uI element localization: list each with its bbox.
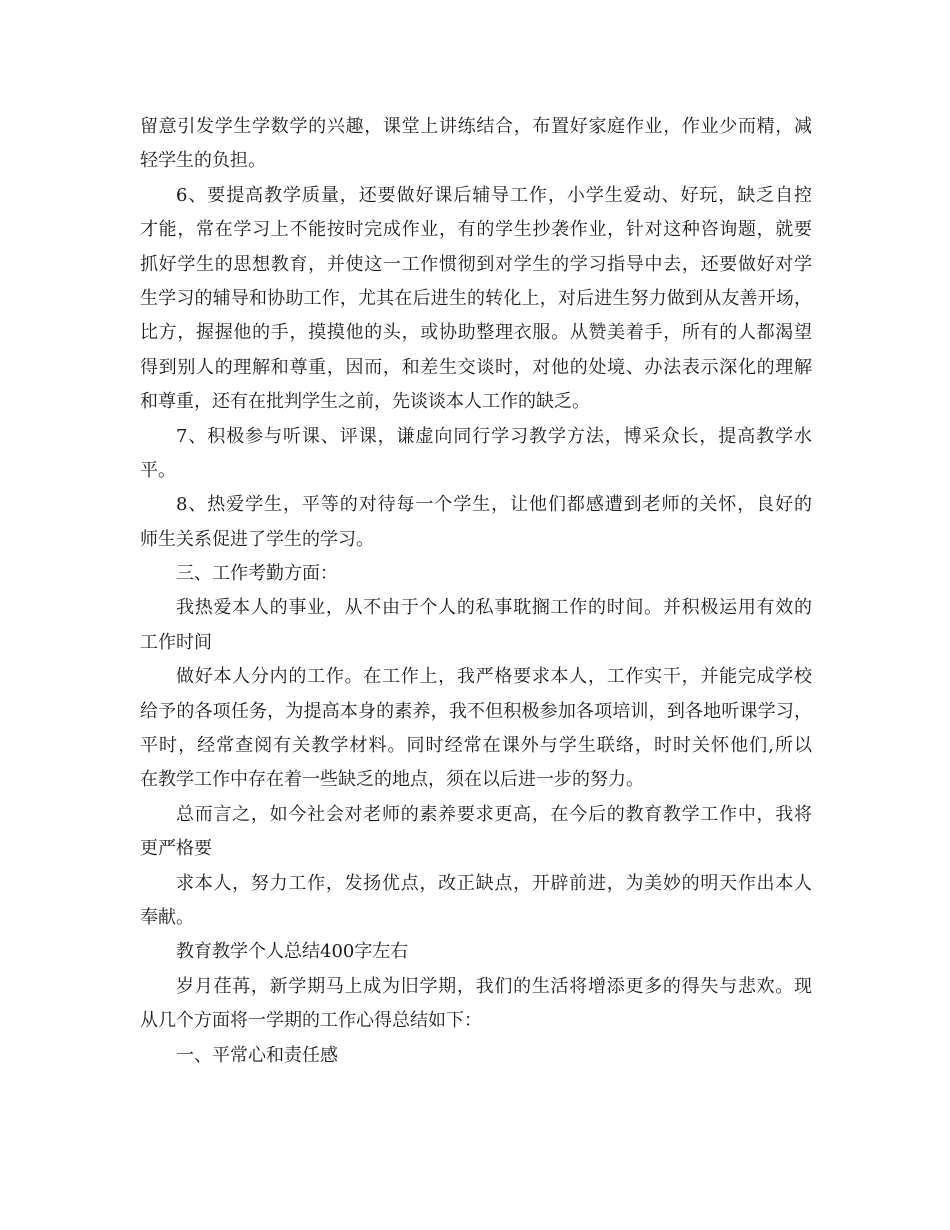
text-line: 岁月荏苒，新学期马上成为旧学期，我们的生活将增添更多的得失与悲欢。现 <box>176 975 812 997</box>
text-line: 比方，握握他的手，摸摸他的头，或协助整理衣服。从赞美着手，所有的人都渴望 <box>140 322 812 344</box>
text-line: 和尊重，还有在批判学生之前，先谈谈本人工作的缺乏。 <box>140 391 590 413</box>
text-line: 抓好学生的思想教育，并使这一工作惯彻到对学生的学习指导中去，还要做好对学 <box>140 253 812 275</box>
text-line: 总而言之，如今社会对老师的素养要求更高，在今后的教育教学工作中，我将 <box>176 803 812 825</box>
text-line: 才能，常在学习上不能按时完成作业，有的学生抄袭作业，针对这种咨询题，就要 <box>140 219 812 241</box>
text-line: 在教学工作中存在着一些缺乏的地点，须在以后进一步的努力。 <box>140 769 644 791</box>
document-body <box>140 110 812 1073</box>
text-line: 三、工作考勤方面： <box>176 563 338 585</box>
text-line: 工作时间 <box>140 631 212 653</box>
text-line: 7、积极参与听课、评课，谦虚向同行学习教学方法，博采众长，提高教学水 <box>176 425 812 447</box>
text-line: 8、热爱学生，平等的对待每一个学生，让他们都感遭到老师的关怀，良好的 <box>176 494 812 516</box>
text-line: 更严格要 <box>140 838 212 860</box>
text-line: 从几个方面将一学期的工作心得总结如下： <box>140 1010 482 1032</box>
text-line: 生学习的辅导和协助工作，尤其在后进生的转化上，对后进生努力做到从友善开场， <box>140 287 812 309</box>
text-line: 6、要提高教学质量，还要做好课后辅导工作，小学生爱动、好玩，缺乏自控 <box>176 184 812 206</box>
text-line: 得到别人的理解和尊重，因而，和差生交谈时，对他的处境、办法表示深化的理解 <box>140 356 812 378</box>
text-line: 教育教学个人总结400字左右 <box>176 941 409 963</box>
text-line: 做好本人分内的工作。在工作上，我严格要求本人，工作实干，并能完成学校 <box>176 666 812 688</box>
text-line: 留意引发学生学数学的兴趣，课堂上讲练结合，布置好家庭作业，作业少而精，减 <box>140 116 812 137</box>
text-line: 我热爱本人的事业，从不由于个人的私事耽搁工作的时间。并积极运用有效的 <box>176 597 812 619</box>
text-line: 求本人，努力工作，发扬优点，改正缺点，开辟前进，为美妙的明天作出本人 <box>176 872 812 894</box>
text-line: 奉献。 <box>140 906 194 928</box>
text-line: 给予的各项任务，为提高本身的素养，我不但积极参加各项培训，到各地听课学习， <box>140 700 812 722</box>
text-line: 平时，经常查阅有关教学材料。同时经常在课外与学生联络，时时关怀他们,所以 <box>140 735 812 757</box>
text-line: 一、平常心和责任感 <box>176 1044 338 1066</box>
text-line: 平。 <box>140 459 176 481</box>
text-line: 轻学生的负担。 <box>140 150 266 172</box>
text-line: 师生关系促进了学生的学习。 <box>140 528 374 550</box>
